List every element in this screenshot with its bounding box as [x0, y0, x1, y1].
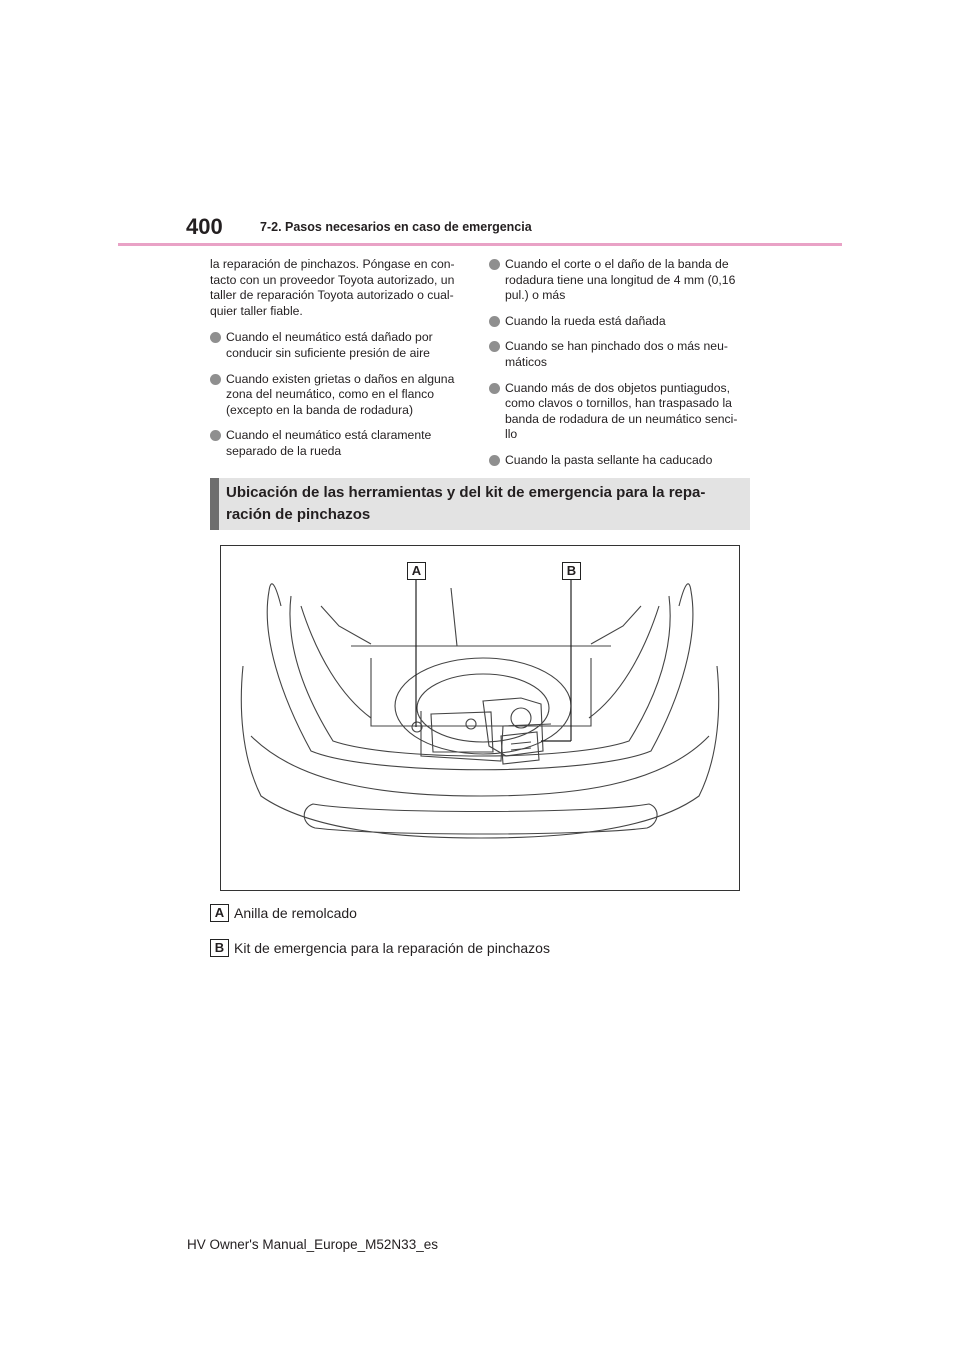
legend-key-b: B — [210, 939, 229, 957]
bullet-icon — [489, 455, 500, 466]
bullet-text: Cuando la rueda está dañada — [505, 313, 666, 328]
section-heading-bar — [210, 478, 219, 530]
bullet-icon — [210, 430, 221, 441]
legend-item-b — [210, 939, 550, 957]
intro-paragraph: la reparación de pinchazos. Póngase en con- tacto con un proveedor Toyota autorizado, un taller de reparación Toyota autorizado o cual- quier taller fiable. — [210, 257, 455, 318]
list-item — [489, 339, 751, 370]
section-heading-text: Ubicación de las herramientas y del kit de emergencia para la repa- ración de pinchazos — [226, 484, 706, 523]
bullet-icon — [210, 332, 221, 343]
bullet-text: Cuando la pasta sellante ha caducado — [505, 452, 713, 467]
legend-item-a — [210, 904, 357, 922]
legend-text-a: Anilla de remolcado — [234, 905, 357, 921]
bullet-text: Cuando más de dos objetos puntiagudos, como clavos o tornillos, han traspasado la banda de rodadura de un neumático senci- llo — [505, 380, 738, 442]
list-item — [489, 314, 751, 330]
header-rule — [118, 243, 842, 246]
list-item — [210, 330, 472, 361]
right-column — [489, 257, 751, 479]
legend-text-b: Kit de emergencia para la reparación de pinchazos — [234, 940, 550, 956]
trunk-drawing — [221, 546, 739, 890]
left-column — [210, 257, 472, 470]
section-heading — [210, 478, 750, 530]
list-item — [210, 428, 472, 459]
bullet-text: Cuando el neumático está dañado por conducir sin suficiente presión de aire — [226, 330, 433, 360]
bullet-icon — [489, 316, 500, 327]
list-item — [489, 381, 751, 443]
bullet-icon — [489, 259, 500, 270]
trunk-illustration — [220, 545, 740, 891]
list-item — [210, 372, 472, 419]
chapter-title: 7-2. Pasos necesarios en caso de emergencia — [260, 220, 532, 234]
list-item — [489, 257, 751, 304]
bullet-text: Cuando existen grietas o daños en alguna zona del neumático, como en el flanco (excepto en la banda de rodadura) — [226, 371, 455, 417]
callout-a: A — [407, 562, 426, 580]
bullet-icon — [489, 383, 500, 394]
footer-text: HV Owner's Manual_Europe_M52N33_es — [187, 1237, 438, 1252]
list-item — [489, 453, 751, 469]
callout-b: B — [562, 562, 581, 580]
legend-key-a: A — [210, 904, 229, 922]
bullet-text: Cuando el neumático está claramente separado de la rueda — [226, 428, 432, 458]
page-number: 400 — [186, 214, 223, 239]
bullet-icon — [210, 374, 221, 385]
bullet-text: Cuando se han pinchado dos o más neu- máticos — [505, 339, 728, 369]
bullet-text: Cuando el corte o el daño de la banda de rodadura tiene una longitud de 4 mm (0,16 pul.) o más — [505, 257, 736, 303]
bullet-icon — [489, 341, 500, 352]
